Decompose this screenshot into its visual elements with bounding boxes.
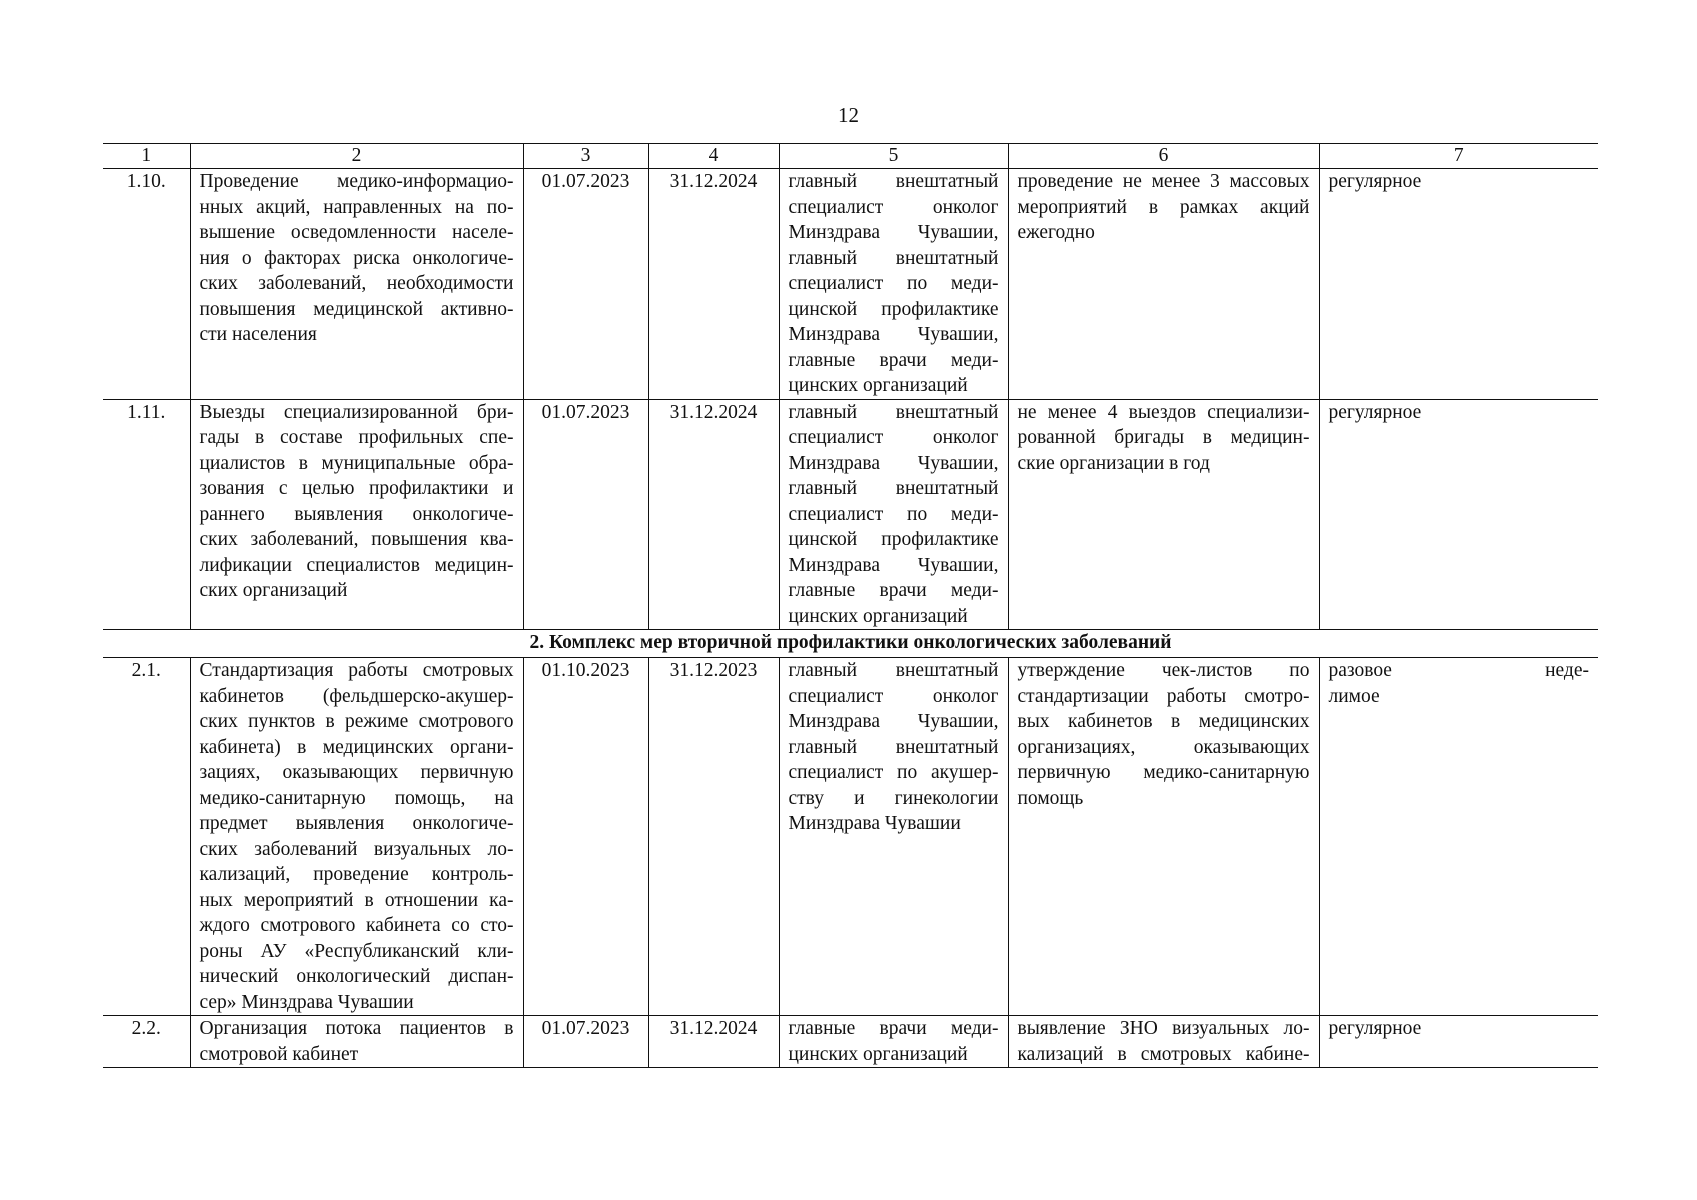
- result-line: вых кабинетов в медицинских: [1017, 711, 1310, 732]
- measure-line: лификации специалистов медицин-: [199, 554, 514, 576]
- end-date: 31.12.2023: [648, 658, 779, 1016]
- section-heading-row: [103, 630, 1598, 658]
- measure-line: вышение осведомленности населе-: [199, 222, 514, 243]
- result-line: рованной бригады в медицин-: [1017, 427, 1310, 448]
- start-date: 01.07.2023: [523, 169, 648, 400]
- end-date: 31.12.2024: [648, 399, 779, 630]
- measure-line: ских заболеваний визуальных ло-: [199, 838, 514, 860]
- plan-table: [103, 143, 1598, 1068]
- result-line: первичную медико-санитарную: [1017, 762, 1310, 783]
- table-row: [103, 169, 1598, 400]
- responsible-line: специалист онколог: [788, 685, 999, 707]
- measure-line: раннего выявления онкологиче-: [199, 503, 514, 525]
- column-header: 7: [1319, 144, 1598, 169]
- result-line: проведение не менее 3 массовых: [1017, 171, 1310, 192]
- measure-line: ных мероприятий в отношении ка-: [199, 889, 514, 911]
- measure-line: кабинетов (фельдшерско-акушер-: [199, 685, 514, 707]
- measure-line: гады в составе профильных спе-: [199, 427, 514, 448]
- measure-line: циалистов в муниципальные обра-: [199, 452, 514, 474]
- table-row: [103, 399, 1598, 630]
- measure-line: предмет выявления онкологиче-: [199, 813, 514, 834]
- measure-cell: [190, 399, 523, 630]
- responsible-line: главные врачи меди-: [788, 580, 999, 601]
- responsible-line: цинских организаций: [788, 375, 968, 396]
- table-row: [103, 1016, 1598, 1068]
- measure-line: ских заболеваний, повышения ква-: [199, 529, 514, 550]
- responsible-line: специалист онколог: [788, 196, 999, 218]
- column-header: 6: [1008, 144, 1319, 169]
- measure-line: сти населения: [199, 324, 317, 345]
- result-line: выявление ЗНО визуальных ло-: [1017, 1018, 1310, 1039]
- responsible-line: главный внештатный: [788, 401, 999, 423]
- responsible-line: Минздрава Чувашии: [788, 813, 961, 834]
- measure-line: медико-санитарную помощь, на: [199, 787, 514, 809]
- result-cell: [1008, 169, 1319, 400]
- responsible-cell: [779, 399, 1008, 630]
- start-date: 01.07.2023: [523, 1016, 648, 1068]
- result-cell: [1008, 658, 1319, 1016]
- column-header: 4: [648, 144, 779, 169]
- measure-line: Организация потока пациентов в: [199, 1018, 514, 1039]
- item-number: 2.1.: [103, 658, 190, 1016]
- responsible-line: специалист онколог: [788, 427, 999, 448]
- measure-line: ждого смотрового кабинета со сто-: [199, 915, 514, 936]
- measure-line: роны АУ «Республиканский кли-: [199, 940, 514, 962]
- character-cell: регулярное: [1319, 169, 1598, 400]
- character-cell: [1319, 658, 1598, 1016]
- end-date: 31.12.2024: [648, 1016, 779, 1068]
- responsible-cell: [779, 1016, 1008, 1068]
- responsible-line: главный внештатный: [788, 171, 999, 192]
- responsible-cell: [779, 169, 1008, 400]
- character-line: лимое: [1328, 685, 1380, 707]
- result-line: кализаций в смотровых кабине-: [1017, 1043, 1310, 1065]
- measure-cell: [190, 658, 523, 1016]
- measure-line: ских организаций: [199, 580, 348, 601]
- measure-line: зования с целью профилактики и: [199, 478, 514, 499]
- responsible-line: цинских организаций: [788, 605, 968, 627]
- measure-line: Проведение медико-информацио-: [199, 171, 514, 192]
- section-heading: 2. Комплекс мер вторичной профилактики онкологических заболеваний: [103, 630, 1598, 658]
- result-line: помощь: [1017, 787, 1084, 809]
- column-number-row: [103, 144, 1598, 169]
- character-cell: регулярное: [1319, 1016, 1598, 1068]
- character-line: разовое неде-: [1328, 660, 1589, 681]
- column-header: 1: [103, 144, 190, 169]
- table-row: [103, 658, 1598, 1016]
- responsible-line: специалист по акушер-: [788, 762, 999, 783]
- responsible-line: цинских организаций: [788, 1043, 968, 1065]
- column-header: 3: [523, 144, 648, 169]
- responsible-line: Минздрава Чувашии,: [788, 324, 999, 345]
- page-number: 12: [838, 103, 859, 127]
- result-cell: [1008, 1016, 1319, 1068]
- measure-line: смотровой кабинет: [199, 1043, 359, 1065]
- item-number: 1.11.: [103, 399, 190, 630]
- measure-line: зациях, оказывающих первичную: [199, 762, 514, 783]
- responsible-cell: [779, 658, 1008, 1016]
- measure-line: Стандартизация работы смотровых: [199, 660, 514, 681]
- measure-line: сер» Минздрава Чувашии: [199, 991, 414, 1013]
- character-cell: регулярное: [1319, 399, 1598, 630]
- measure-line: повышения медицинской активно-: [199, 298, 514, 320]
- column-header: 5: [779, 144, 1008, 169]
- measure-line: ских заболеваний, необходимости: [199, 273, 514, 294]
- responsible-line: главный внештатный: [788, 247, 999, 269]
- measure-line: кализаций, проведение контроль-: [199, 864, 514, 885]
- result-cell: [1008, 399, 1319, 630]
- responsible-line: главный внештатный: [788, 660, 999, 681]
- responsible-line: главные врачи меди-: [788, 349, 999, 371]
- measure-cell: [190, 1016, 523, 1068]
- end-date: 31.12.2024: [648, 169, 779, 400]
- result-line: ские организации в год: [1017, 452, 1210, 474]
- responsible-line: цинской профилактике: [788, 529, 999, 550]
- responsible-line: цинской профилактике: [788, 298, 999, 320]
- measure-line: нический онкологический диспан-: [199, 966, 514, 987]
- responsible-line: Минздрава Чувашии,: [788, 711, 999, 732]
- measure-line: ских пунктов в режиме смотрового: [199, 711, 514, 732]
- measure-cell: [190, 169, 523, 400]
- responsible-line: специалист по меди-: [788, 503, 999, 525]
- result-line: не менее 4 выездов специализи-: [1017, 401, 1310, 423]
- result-line: стандартизации работы смотро-: [1017, 685, 1310, 707]
- responsible-line: главные врачи меди-: [788, 1018, 999, 1039]
- responsible-line: главный внештатный: [788, 478, 999, 499]
- column-header: 2: [190, 144, 523, 169]
- responsible-line: Минздрава Чувашии,: [788, 222, 999, 243]
- responsible-line: ству и гинекологии: [788, 787, 999, 809]
- start-date: 01.10.2023: [523, 658, 648, 1016]
- result-line: ежегодно: [1017, 222, 1095, 243]
- item-number: 2.2.: [103, 1016, 190, 1068]
- responsible-line: Минздрава Чувашии,: [788, 554, 999, 576]
- item-number: 1.10.: [103, 169, 190, 400]
- result-line: утверждение чек-листов по: [1017, 660, 1310, 681]
- measure-line: кабинета) в медицинских органи-: [199, 736, 514, 758]
- start-date: 01.07.2023: [523, 399, 648, 630]
- responsible-line: главный внештатный: [788, 736, 999, 758]
- responsible-line: Минздрава Чувашии,: [788, 452, 999, 474]
- measure-line: Выезды специализированной бри-: [199, 401, 514, 423]
- result-line: мероприятий в рамках акций: [1017, 196, 1310, 218]
- responsible-line: специалист по меди-: [788, 273, 999, 294]
- result-line: организациях, оказывающих: [1017, 736, 1310, 758]
- measure-line: ния о факторах риска онкологиче-: [199, 247, 514, 269]
- measure-line: нных акций, направленных на по-: [199, 196, 514, 218]
